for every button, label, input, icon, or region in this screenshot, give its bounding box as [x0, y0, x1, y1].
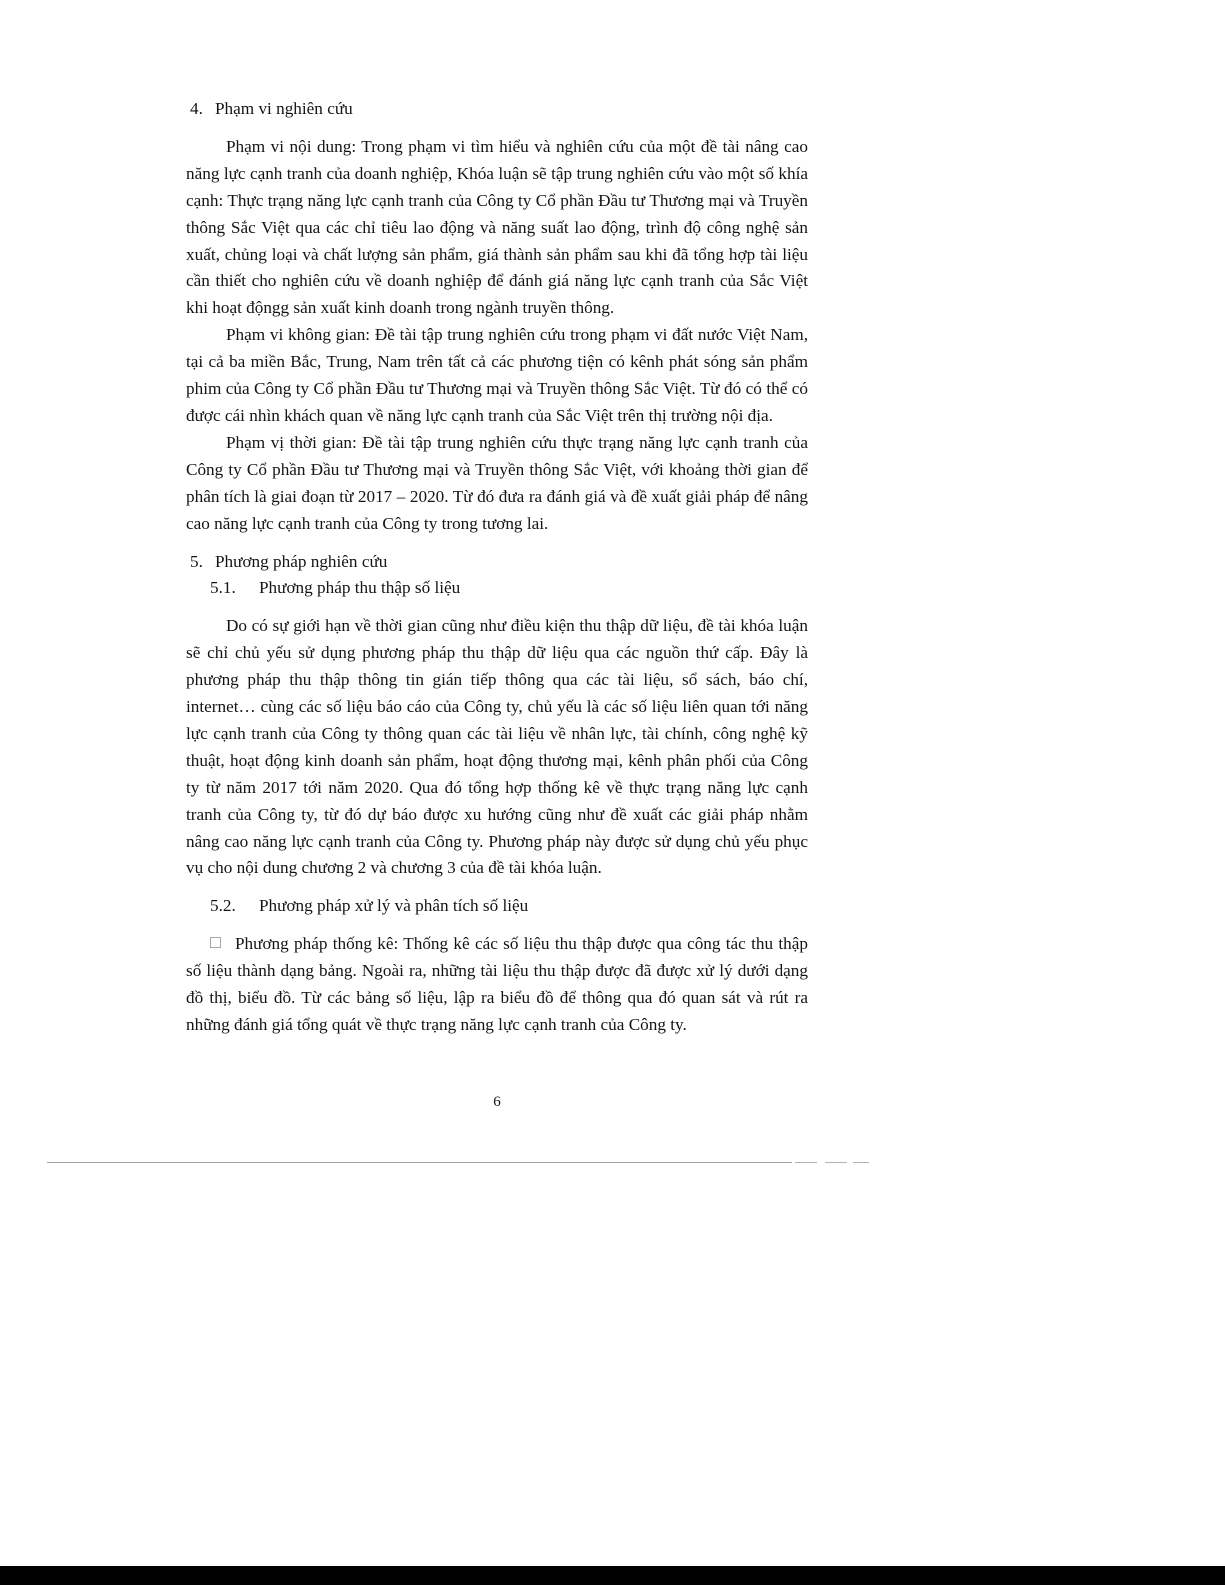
divider-dashes — [795, 1161, 875, 1164]
section-4-number: 4. — [190, 99, 203, 118]
section-5-1-number: 5.1. — [210, 578, 236, 598]
page-bottom-divider — [47, 1162, 792, 1163]
spacer — [186, 538, 808, 549]
section-5-2-number: 5.2. — [210, 896, 236, 916]
spacer — [186, 602, 808, 613]
page-content — [186, 96, 808, 1039]
data-collection-paragraph: Do có sự giới hạn về thời gian cũng như điều kiện thu thập dữ liệu, đề tài khóa luận sẽ chỉ chủ yếu sử dụng phương pháp thu thập dữ liệu qua các nguồn thứ cấp. Đây là phương pháp thu thập thông tin gián tiếp thông qua các tài liệu, sổ sách, báo chí, internet… cùng các số liệu báo cáo của Công ty, chủ yếu là các số liệu liên quan tới năng lực cạnh tranh của Công ty thông quan các tài liệu về nhân lực, tài chính, công nghệ kỹ thuật, hoạt động kinh doanh sản phẩm, hoạt động thương mại, kênh phân phối của Công ty từ năm 2017 tới năm 2020. Qua đó tổng hợp thống kê về thực trạng năng lực cạnh tranh của Công ty, từ đó dự báo được xu hướng cũng như đề xuất các giải pháp nhằm nâng cao năng lực cạnh tranh của Công ty. Phương pháp này được sử dụng chủ yếu phục vụ cho nội dung chương 2 và chương 3 của đề tài khóa luận. — [186, 616, 808, 878]
page-number: 6 — [493, 1094, 501, 1110]
statistics-bullet-text: Phương pháp thống kê: Thống kê các số liệu thu thập được qua công tác thu thập số liệu thành dạng bảng. Ngoài ra, những tài liệu thu thập được đã được xử lý dưới dạng đồ thị, biểu đồ. Từ các bảng số liệu, lập ra biểu đồ để thông qua đó quan sát và rút ra những đánh giá tổng quát về thực trạng năng lực cạnh tranh của Công ty. — [186, 934, 808, 1034]
scope-content-paragraph: Phạm vi nội dung: Trong phạm vi tìm hiểu và nghiên cứu của một đề tài nâng cao năng lực cạnh tranh của doanh nghiệp, Khóa luận sẽ tập trung nghiên cứu vào một số khía cạnh: Thực trạng năng lực cạnh tranh của Công ty Cổ phần Đầu tư Thương mại và Truyền thông Sắc Việt qua các chỉ tiêu lao động và năng suất lao động, trình độ công nghệ sản xuất, chủng loại và chất lượng sản phẩm, giá thành sản phẩm sau khi đã tổng hợp tài liệu cần thiết cho nghiên cứu về doanh nghiệp để đánh giá năng lực cạnh tranh của Sắc Việt khi hoạt độngg sản xuất kinh doanh trong ngành truyền thông. — [186, 136, 808, 318]
section-4-heading — [186, 96, 808, 123]
viewer-bottom-bar — [0, 1566, 1225, 1585]
section-5-2-heading — [186, 893, 808, 920]
section-5-title: Phương pháp nghiên cứu — [215, 551, 388, 571]
section-5-number: 5. — [190, 551, 203, 571]
statistics-bullet-item — [186, 931, 808, 1039]
section-5-1-title: Phương pháp thu thập số liệu — [259, 578, 461, 598]
scope-time-paragraph: Phạm vị thời gian: Đề tài tập trung nghiên cứu thực trạng năng lực cạnh tranh của Công ty Cổ phần Đầu tư Thương mại và Truyền thông Sắc Việt, với khoảng thời gian để phân tích là giai đoạn từ 2017 – 2020. Từ đó đưa ra đánh giá và đề xuất giải pháp để nâng cao năng lực cạnh tranh của Công ty trong tương lai. — [186, 432, 808, 533]
scope-space-paragraph: Phạm vi không gian: Đề tài tập trung nghiên cứu trong phạm vi đất nước Việt Nam, tại cả ba miền Bắc, Trung, Nam trên tất cả các phương tiện có kênh phát sóng sản phẩm phim của Công ty Cổ phần Đầu tư Thương mại và Truyền thông Sắc Việt. Từ đó có thể có được cái nhìn khách quan về năng lực cạnh tranh của Sắc Việt trên thị trường nội địa. — [186, 325, 808, 425]
section-5-heading — [186, 549, 808, 576]
section-4-title: Phạm vi nghiên cứu — [215, 99, 353, 118]
section-5-2-title: Phương pháp xử lý và phân tích số liệu — [259, 896, 529, 916]
spacer — [186, 920, 808, 931]
spacer — [186, 123, 808, 134]
section-5-1-heading — [186, 575, 808, 602]
spacer — [186, 882, 808, 893]
empty-square-icon — [210, 937, 221, 948]
